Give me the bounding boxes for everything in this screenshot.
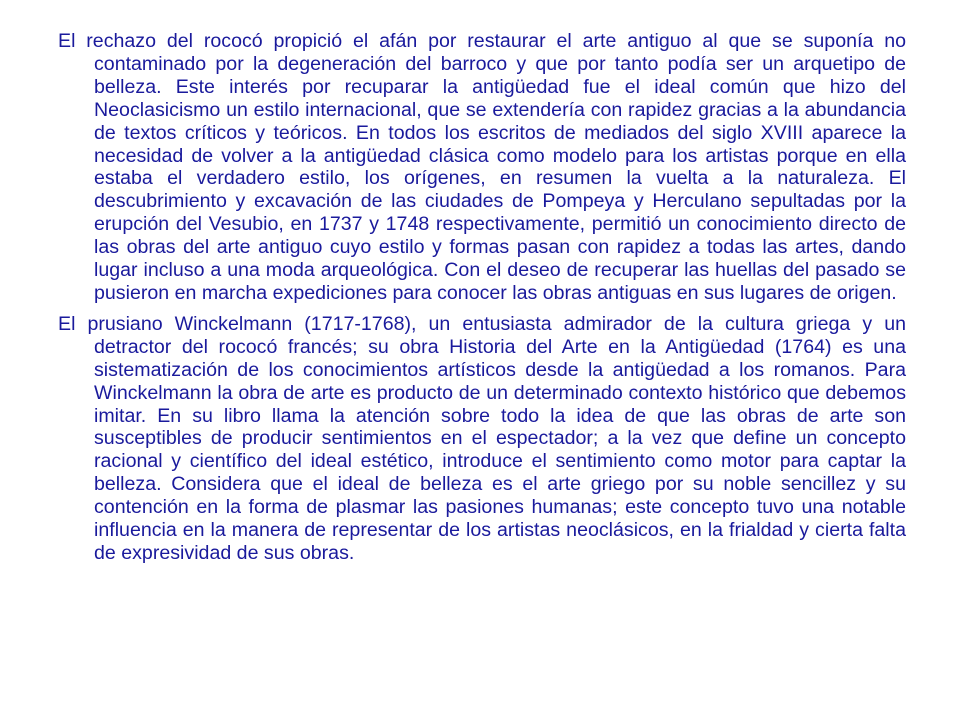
paragraph-rococo-rejection: El rechazo del rococó propició el afán por restaurar el arte antiguo al que se suponía no contaminado por la degeneración del barroco y que por tanto podía ser un arquetipo de belleza. Este interés por recuparar la antigüedad fue el ideal común que hizo del Neoclasicismo un estilo internacional, que se extendería con rapidez gracias a la abundancia de textos críticos y teóricos. En todos los escritos de mediados del siglo XVIII aparece la necesidad de volver a la antigüedad clásica como modelo para los artistas porque en ella estaba el verdadero estilo, los orígenes, en resumen la vuelta a la naturaleza. El descubrimiento y excavación de las ciudades de Pompeya y Herculano sepultadas por la erupción del Vesubio, en 1737 y 1748 respectivamente, permitió un conocimiento directo de las obras del arte antiguo cuyo estilo y formas pasan con rapidez a todas las artes, dando lugar incluso a una moda arqueológica. Con el deseo de recuperar las huellas del pasado se pusieron en marcha expediciones para conocer las obras antiguas en sus lugares de origen. bbox=[58, 30, 906, 304]
slide-text-body bbox=[58, 30, 906, 565]
paragraph-winckelmann: El prusiano Winckelmann (1717-1768), un entusiasta admirador de la cultura griega y un detractor del rococó francés; su obra Historia del Arte en la Antigüedad (1764) es una sistematización de los conocimientos artísticos desde la antigüedad a los romanos. Para Winckelmann la obra de arte es producto de un determinado contexto histórico que debemos imitar. En su libro llama la atención sobre todo la idea de que las obras de arte son susceptibles de producir sentimientos en el espectador; a la vez que define un concepto racional y científico del ideal estético, introduce el sentimiento como motor para captar la belleza. Considera que el ideal de belleza es el arte griego por su noble sencillez y su contención en la forma de plasmar las pasiones humanas; este concepto tuvo una notable influencia en la manera de representar de los artistas neoclásicos, en la frialdad y cierta falta de expresividad de sus obras. bbox=[58, 312, 906, 564]
